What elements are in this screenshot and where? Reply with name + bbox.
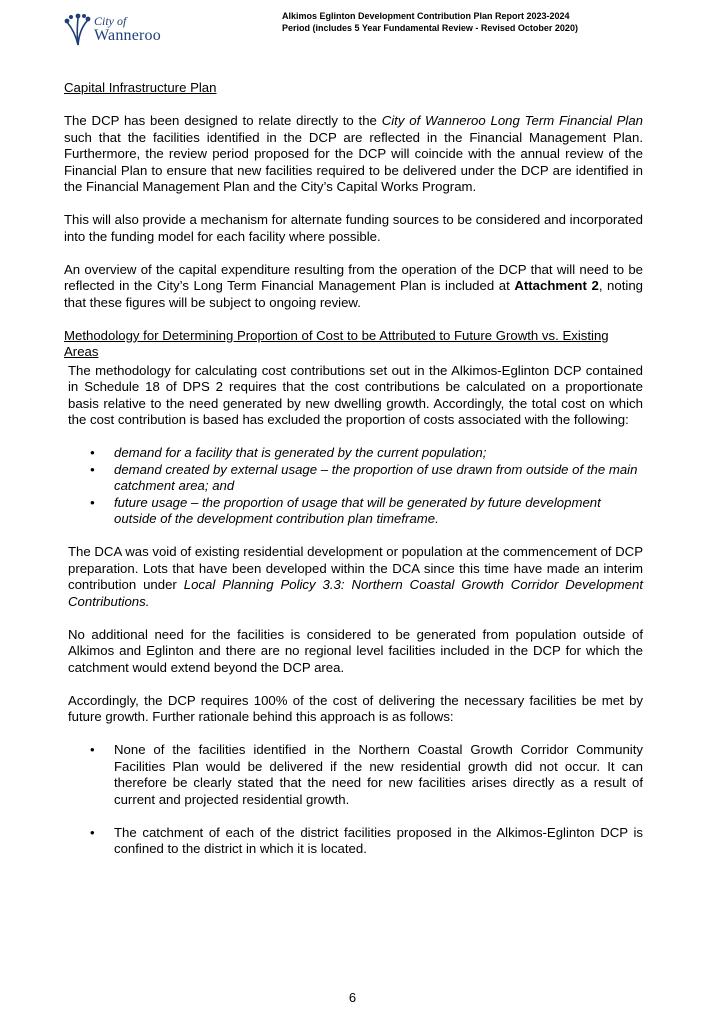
rationale-list: [68, 742, 643, 858]
paragraph-1-emphasis: City of Wanneroo Long Term Financial Plan: [381, 113, 643, 128]
section-heading-capital: Capital Infrastructure Plan: [64, 80, 217, 95]
header-line-1: Alkimos Eglinton Development Contribution Plan Report 2023-2024: [282, 11, 570, 21]
methodology-block: [68, 363, 643, 858]
paragraph-7: Accordingly, the DCP requires 100% of the cost of delivering the necessary facilities be met by future growth. Further rationale behind this approach is as follows:: [68, 692, 643, 724]
paragraph-1: [64, 113, 643, 196]
page-number: 6: [348, 990, 357, 1005]
paragraph-3-text-a: An overview of the capital expenditure resulting from the operation of the DCP that will need to be reflected in the City’s Long Term Financial Management Plan is included at: [64, 261, 643, 293]
paragraph-5: [68, 544, 643, 610]
paragraph-4: The methodology for calculating cost contributions set out in the Alkimos-Eglinton DCP contained in Schedule 18 of DPS 2 requires that the cost contributions be calculated on a proportionate basis relative to the need generated by new dwelling growth. Accordingly, the total cost on which the cost contribution is based has excluded the proportion of costs associated with the following:: [68, 362, 643, 427]
paragraph-1-text-b: such that the facilities identified in the DCP are reflected in the Financial Management Plan. Furthermore, the review period proposed for the DCP will coincide with the annual review of the Financial Plan to ensure that new facilities required to be delivered under the DCP are identified in the Financial Management Plan and the City’s Capital Works Program.: [64, 129, 643, 194]
exclusion-list: [68, 445, 643, 528]
paragraph-5-text: The DCA was void of existing residential development or population at the commencement of DCP preparation. Lots that have been developed within the DCA since this time have made an interim contribution under: [68, 544, 643, 592]
section-heading-methodology: Methodology for Determining Proportion of Cost to be Attributed to Future Growth vs. Existing Areas: [64, 327, 609, 359]
list-item: • future usage – the proportion of usage that will be generated by future development outside of the development contribution plan timeframe.: [68, 495, 643, 528]
logo-name-text: Wanneroo: [94, 27, 161, 44]
paragraph-1-text-a: The DCP has been designed to relate directly to the: [64, 113, 382, 128]
paragraph-6: No additional need for the facilities is considered to be generated from population outside of Alkimos and Eglinton and there are no regional level facilities included in the DCP for which the catchment would extend beyond the DCP area.: [68, 626, 643, 675]
header-line-2: Period (includes 5 Year Fundamental Review - Revised October 2020): [282, 23, 578, 33]
page-header: [282, 10, 662, 34]
list-item: • The catchment of each of the district facilities proposed in the Alkimos-Eglinton DCP is confined to the district in which it is located.: [68, 825, 643, 858]
paragraph-2: This will also provide a mechanism for alternate funding sources to be considered and incorporated into the funding model for each facility where possible.: [64, 212, 643, 244]
list-item: • demand created by external usage – the proportion of use drawn from outside of the main catchment area; and: [68, 462, 643, 495]
paragraph-3: [64, 262, 643, 312]
list-item: • demand for a facility that is generated by the current population;: [68, 445, 643, 462]
paragraph-5-emphasis: Local Planning Policy 3.3: Northern Coastal Growth Corridor Development Contributions.: [68, 577, 643, 609]
paragraph-3-strong: Attachment 2: [514, 278, 599, 293]
paragraph-3-text-b: , noting that these figures will be subject to ongoing review.: [64, 278, 643, 310]
wattle-icon: [64, 12, 92, 46]
city-logo: [64, 12, 174, 48]
logo-city-text: City of: [94, 14, 127, 28]
document-body: [64, 80, 643, 858]
list-item: • None of the facilities identified in the Northern Coastal Growth Corridor Community Facilities Plan would be delivered if the new residential growth did not occur. It can therefore be clearly stated that the need for new facilities arises directly as a result of current and projected residential growth.: [68, 742, 643, 808]
